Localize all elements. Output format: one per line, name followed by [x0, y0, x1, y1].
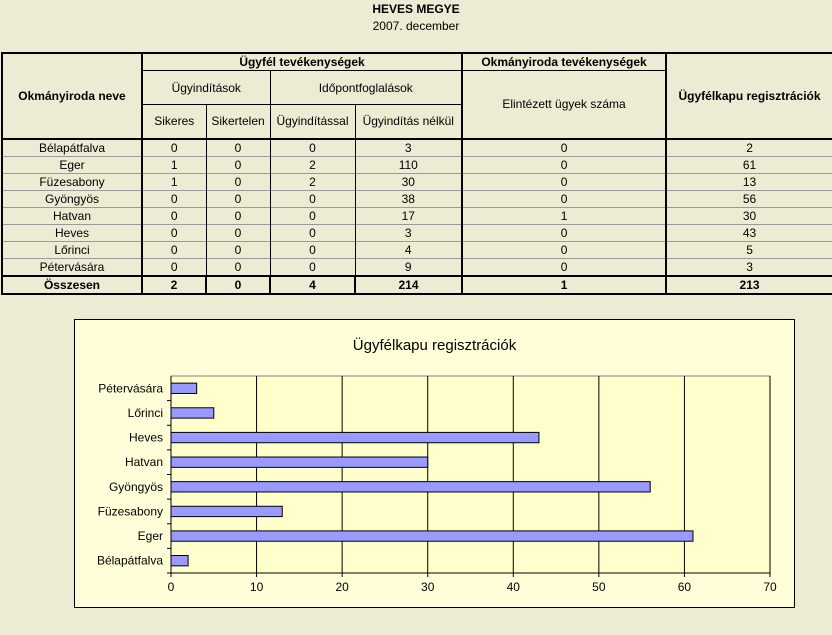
cell-completed: 0	[462, 258, 666, 276]
office-name-cell: Pétervására	[2, 258, 142, 276]
cell-success: 0	[142, 258, 206, 276]
office-name-cell: Lőrinci	[2, 241, 142, 258]
x-tick-label: 70	[763, 580, 777, 594]
cell-reg: 61	[666, 156, 832, 173]
table-row	[2, 139, 832, 157]
page-subtitle: 2007. december	[372, 19, 460, 33]
y-category-label: Pétervására	[98, 381, 163, 396]
cell-success: 1	[142, 156, 206, 173]
table-row	[2, 207, 832, 224]
bar-füzesabony	[171, 506, 282, 516]
sub-success-header: Sikeres	[142, 105, 206, 139]
cell-completed: 0	[462, 224, 666, 241]
sub-fail-header: Sikertelen	[206, 105, 270, 139]
cell-completed: 0	[462, 156, 666, 173]
office-name-cell: Hatvan	[2, 207, 142, 224]
group-office-header: Okmányiroda tevékenységek	[462, 53, 666, 71]
sub-with-header: Ügyindítással	[270, 105, 355, 139]
cell-reg: 30	[666, 207, 832, 224]
chart-title: Ügyfélkapu regisztrációk	[352, 337, 517, 354]
col-office-header: Okmányiroda neve	[2, 53, 142, 139]
cell-fail: 0	[206, 224, 270, 241]
cell-fail: 0	[206, 173, 270, 190]
cell-without: 30	[355, 173, 462, 190]
cell-reg: 3	[666, 258, 832, 276]
cell-completed: 0	[462, 241, 666, 258]
x-tick-label: 10	[249, 580, 264, 594]
total-label: Összesen	[2, 276, 142, 294]
cell-without: 9	[355, 258, 462, 276]
bar-hatvan	[171, 457, 428, 467]
bar-gyöngyös	[171, 482, 650, 492]
y-category-label: Heves	[128, 430, 163, 445]
x-tick-label: 0	[167, 580, 175, 594]
page-title: HEVES MEGYE	[372, 2, 460, 16]
sub-completed-header: Elintézett ügyek száma	[462, 71, 666, 139]
cell-with: 0	[270, 224, 355, 241]
cell-with: 0	[270, 207, 355, 224]
cell-without: 17	[355, 207, 462, 224]
cell-with: 0	[270, 139, 355, 157]
sub-launches-header: Ügyindítások	[142, 71, 270, 105]
y-category-label: Hatvan	[124, 455, 163, 470]
cell-success: 1	[142, 173, 206, 190]
office-name-cell: Eger	[2, 156, 142, 173]
cell-fail: 0	[206, 139, 270, 157]
total-without: 214	[355, 276, 462, 294]
bar-chart	[75, 320, 794, 607]
table-row	[2, 258, 832, 276]
y-category-label: Bélapátfalva	[96, 553, 163, 568]
cell-success: 0	[142, 241, 206, 258]
office-name-cell: Gyöngyös	[2, 190, 142, 207]
bar-lőrinci	[171, 408, 214, 418]
cell-with: 0	[270, 241, 355, 258]
sub-without-header: Ügyindítás nélkül	[355, 105, 462, 139]
col-registrations-header: Ügyfélkapu regisztrációk	[666, 53, 832, 139]
table-row	[2, 190, 832, 207]
plot-area	[171, 376, 770, 573]
cell-completed: 0	[462, 139, 666, 157]
office-name-cell: Füzesabony	[2, 173, 142, 190]
cell-reg: 56	[666, 190, 832, 207]
cell-without: 3	[355, 139, 462, 157]
cell-fail: 0	[206, 207, 270, 224]
cell-without: 4	[355, 241, 462, 258]
cell-fail: 0	[206, 241, 270, 258]
cell-fail: 0	[206, 190, 270, 207]
cell-success: 0	[142, 224, 206, 241]
total-registrations: 213	[666, 276, 832, 294]
table-row	[2, 173, 832, 190]
cell-with: 2	[270, 156, 355, 173]
cell-reg: 5	[666, 241, 832, 258]
total-success: 2	[142, 276, 206, 294]
cell-reg: 13	[666, 173, 832, 190]
cell-completed: 0	[462, 190, 666, 207]
table-row	[2, 241, 832, 258]
x-tick-label: 50	[592, 580, 606, 594]
statistics-table	[1, 52, 832, 295]
cell-with: 0	[270, 190, 355, 207]
cell-fail: 0	[206, 258, 270, 276]
y-category-label: Gyöngyös	[108, 479, 163, 494]
x-tick-label: 20	[335, 580, 349, 594]
cell-reg: 2	[666, 139, 832, 157]
cell-completed: 0	[462, 173, 666, 190]
cell-reg: 43	[666, 224, 832, 241]
bar-bélapátfalva	[171, 556, 188, 566]
cell-success: 0	[142, 139, 206, 157]
cell-with: 2	[270, 173, 355, 190]
total-with: 4	[270, 276, 355, 294]
y-category-label: Füzesabony	[97, 504, 163, 519]
cell-without: 38	[355, 190, 462, 207]
office-name-cell: Bélapátfalva	[2, 139, 142, 157]
group-client-header: Ügyfél tevékenységek	[142, 53, 462, 71]
cell-without: 3	[355, 224, 462, 241]
office-name-cell: Heves	[2, 224, 142, 241]
table-row	[2, 224, 832, 241]
cell-completed: 1	[462, 207, 666, 224]
cell-without: 110	[355, 156, 462, 173]
y-category-label: Lőrinci	[127, 405, 163, 420]
cell-success: 0	[142, 190, 206, 207]
bar-eger	[171, 531, 693, 541]
cell-success: 0	[142, 207, 206, 224]
x-tick-label: 30	[421, 580, 435, 594]
x-tick-label: 40	[506, 580, 520, 594]
chart-area	[74, 319, 795, 608]
bar-heves	[171, 432, 539, 442]
total-fail: 0	[206, 276, 270, 294]
bar-pétervására	[171, 383, 197, 393]
cell-with: 0	[270, 258, 355, 276]
y-category-label: Eger	[137, 529, 163, 544]
table-row	[2, 156, 832, 173]
total-completed: 1	[462, 276, 666, 294]
x-tick-label: 60	[677, 580, 692, 594]
cell-fail: 0	[206, 156, 270, 173]
sub-appointments-header: Időpontfoglalások	[270, 71, 462, 105]
